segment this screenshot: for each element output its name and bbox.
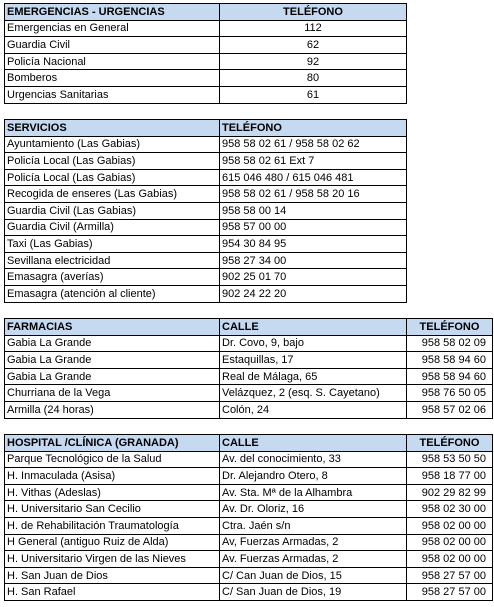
table-row [5, 534, 493, 551]
table-row [5, 285, 407, 302]
phone-number: 958 58 94 60 [407, 352, 493, 369]
table-row [5, 551, 493, 568]
hospital-name: H. Vithas (Adeslas) [5, 484, 220, 501]
street-address: Av. Fuerzas Armadas, 2 [220, 551, 407, 568]
table-row [5, 53, 407, 70]
phone-number: 958 58 94 60 [407, 368, 493, 385]
phone-number: 902 29 82 99 [407, 484, 493, 501]
table-row [5, 468, 493, 485]
service-name: Ayuntamiento (Las Gabias) [5, 136, 220, 153]
street-address: Dr. Covo, 9, bajo [220, 335, 407, 352]
phone-number: 112 [220, 20, 407, 37]
table-header-row [5, 435, 493, 452]
table-header-row [5, 319, 493, 336]
street-address: C/ San Juan de Dios, 19 [220, 584, 407, 601]
table-row [5, 584, 493, 601]
pharmacy-location: Armilla (24 horas) [5, 401, 220, 418]
column-header: HOSPITAL /CLÍNICA (GRANADA) [5, 435, 220, 452]
phone-number: 92 [220, 53, 407, 70]
table-row [5, 70, 407, 87]
phone-number: 958 27 57 00 [407, 584, 493, 601]
hospital-name: H. Universitario Virgen de las Nieves [5, 551, 220, 568]
street-address: Av. Sta. Mª de la Alhambra [220, 484, 407, 501]
table-header-row [5, 4, 407, 21]
phone-number: 958 58 02 61 / 958 58 20 16 [220, 186, 407, 203]
pharmacy-location: Gabia La Grande [5, 352, 220, 369]
service-name: Guardia Civil [5, 37, 220, 54]
table-row [5, 567, 493, 584]
servicios-table [4, 119, 407, 303]
phone-number: 80 [220, 70, 407, 87]
hospital-name: H. Universitario San Cecilio [5, 501, 220, 518]
table-row [5, 451, 493, 468]
phone-number: 958 58 00 14 [220, 202, 407, 219]
table-row [5, 202, 407, 219]
hospital-name: H General (antiguo Ruiz de Alda) [5, 534, 220, 551]
phone-number: 958 02 00 00 [407, 517, 493, 534]
street-address: Colón, 24 [220, 401, 407, 418]
street-address: Av. Dr. Oloriz, 16 [220, 501, 407, 518]
street-address: Dr. Alejandro Otero, 8 [220, 468, 407, 485]
street-address: Av. del conocimiento, 33 [220, 451, 407, 468]
table-row [5, 385, 493, 402]
phone-number: 958 58 02 61 Ext 7 [220, 153, 407, 170]
service-name: Bomberos [5, 70, 220, 87]
service-name: Sevillana electricidad [5, 252, 220, 269]
street-address: Ctra. Jaén s/n [220, 517, 407, 534]
phone-number: 958 02 30 00 [407, 501, 493, 518]
service-name: Guardia Civil (Armilla) [5, 219, 220, 236]
service-name: Policía Local (Las Gabias) [5, 153, 220, 170]
street-address: C/ Can Juan de Dios, 15 [220, 567, 407, 584]
street-address: Estaquillas, 17 [220, 352, 407, 369]
column-header: TELÉFONO [220, 4, 407, 21]
service-name: Recogida de enseres (Las Gabias) [5, 186, 220, 203]
service-name: Taxi (Las Gabias) [5, 236, 220, 253]
pharmacy-location: Gabia La Grande [5, 368, 220, 385]
hospital-name: H. Inmaculada (Asisa) [5, 468, 220, 485]
pharmacy-location: Gabia La Grande [5, 335, 220, 352]
hospital-name: H. de Rehabilitación Traumatología [5, 517, 220, 534]
phone-number: 958 57 02 06 [407, 401, 493, 418]
table-row [5, 335, 493, 352]
table-row [5, 219, 407, 236]
table-row [5, 37, 407, 54]
street-address: Real de Málaga, 65 [220, 368, 407, 385]
emergencias-table [4, 3, 407, 104]
table-header-row [5, 120, 407, 137]
column-header: TELÉFONO [407, 319, 493, 336]
table-row [5, 20, 407, 37]
table-row [5, 484, 493, 501]
column-header: CALLE [220, 319, 407, 336]
service-name: Policía Local (Las Gabias) [5, 169, 220, 186]
phone-number: 958 58 02 09 [407, 335, 493, 352]
phone-number: 615 046 480 / 615 046 481 [220, 169, 407, 186]
table-row [5, 517, 493, 534]
service-name: Emergencias en General [5, 20, 220, 37]
table-row [5, 153, 407, 170]
phone-number: 958 27 57 00 [407, 567, 493, 584]
table-row [5, 352, 493, 369]
phone-number: 958 76 50 05 [407, 385, 493, 402]
hospital-name: H. San Juan de Dios [5, 567, 220, 584]
phone-number: 958 27 34 00 [220, 252, 407, 269]
column-header: CALLE [220, 435, 407, 452]
service-name: Urgencias Sanitarias [5, 86, 220, 103]
table-row [5, 269, 407, 286]
phone-number: 902 25 01 70 [220, 269, 407, 286]
column-header: TELÉFONO [407, 435, 493, 452]
table-row [5, 86, 407, 103]
pharmacy-location: Churriana de la Vega [5, 385, 220, 402]
service-name: Emasagra (atención al cliente) [5, 285, 220, 302]
phone-number: 958 18 77 00 [407, 468, 493, 485]
street-address: Velázquez, 2 (esq. S. Cayetano) [220, 385, 407, 402]
phone-number: 62 [220, 37, 407, 54]
table-row [5, 368, 493, 385]
service-name: Emasagra (averías) [5, 269, 220, 286]
phone-number: 61 [220, 86, 407, 103]
hospital-name: Parque Tecnológico de la Salud [5, 451, 220, 468]
hospital-name: H. San Rafael [5, 584, 220, 601]
street-address: Av, Fuerzas Armadas, 2 [220, 534, 407, 551]
farmacias-table [4, 318, 493, 419]
phone-number: 958 02 00 00 [407, 551, 493, 568]
phone-number: 958 58 02 61 / 958 58 02 62 [220, 136, 407, 153]
phone-number: 954 30 84 95 [220, 236, 407, 253]
service-name: Guardia Civil (Las Gabias) [5, 202, 220, 219]
column-header: TELÉFONO [220, 120, 407, 137]
column-header: EMERGENCIAS - URGENCIAS [5, 4, 220, 21]
service-name: Policía Nacional [5, 53, 220, 70]
phone-number: 958 53 50 50 [407, 451, 493, 468]
column-header: FARMACIAS [5, 319, 220, 336]
phone-number: 958 02 00 00 [407, 534, 493, 551]
table-row [5, 236, 407, 253]
phone-number: 958 57 00 00 [220, 219, 407, 236]
table-row [5, 501, 493, 518]
table-row [5, 169, 407, 186]
phone-number: 902 24 22 20 [220, 285, 407, 302]
table-row [5, 136, 407, 153]
column-header: SERVICIOS [5, 120, 220, 137]
table-row [5, 401, 493, 418]
hospitales-table [4, 434, 493, 601]
table-row [5, 186, 407, 203]
table-row [5, 252, 407, 269]
